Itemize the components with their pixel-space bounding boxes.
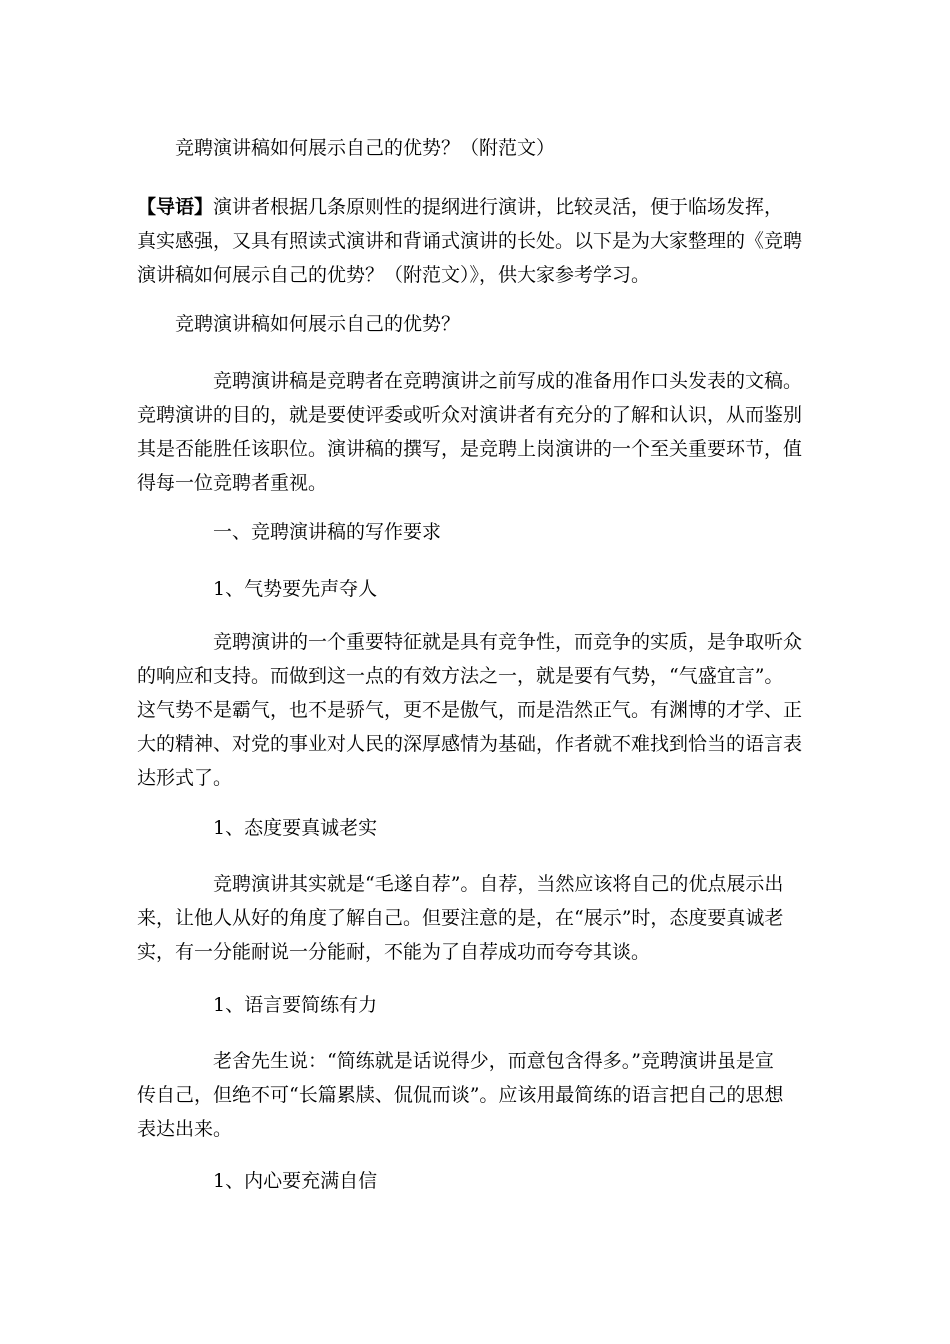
paragraph-line: 实，有一分能耐说一分能耐，不能为了自荐成功而夸夸其谈。 [137,941,651,963]
paragraph-concise [137,1044,813,1146]
title-line: 竞聘演讲稿如何展示自己的优势？（附范文） [175,137,556,159]
paragraph-line: 表达出来。 [137,1118,233,1140]
paragraph-line: 这气势不是霸气，也不是骄气，更不是傲气，而是浩然正气。有渊博的才学、正 [137,699,803,721]
intro-line: 演讲稿如何展示自己的优势？（附范文）》，供大家参考学习。 [137,264,651,286]
paragraph-momentum [137,625,813,795]
paragraph-line: 得每一位竞聘者重视。 [137,472,328,494]
paragraph-line: 竞聘演讲其实就是“毛遂自荐”。自荐，当然应该将自己的优点展示出 [213,873,784,895]
paragraph-line: 其是否能胜任该职位。演讲稿的撰写，是竞聘上岗演讲的一个至关重要环节，值 [137,438,803,460]
paragraph-line: 大的精神、对党的事业对人民的深厚感情为基础，作者就不难找到恰当的语言表 [137,733,803,755]
section-heading-line: 一、竞聘演讲稿的写作要求 [213,521,442,543]
intro-paragraph [137,190,813,292]
intro-text: 演讲者根据几条原则性的提纲进行演讲，比较灵活，便于临场发挥， [213,196,784,218]
document-title [137,131,813,165]
subheading-line: 1、态度要真诚老实 [213,817,378,839]
paragraph-line: 达形式了。 [137,767,233,789]
subheading-concise [137,988,813,1022]
subheading-line: 1、语言要简练有力 [213,994,378,1016]
paragraph-line: 竞聘演讲稿是竞聘者在竞聘演讲之前写成的准备用作口头发表的文稿。 [213,370,803,392]
intro-label: 【导语】 [137,196,214,218]
subheading-line: 1、内心要充满自信 [213,1170,378,1192]
paragraph-line: 老舍先生说：“简练就是话说得少，而意包含得多。”竞聘演讲虽是宣 [213,1050,774,1072]
paragraph-line: 竞聘演讲的目的，就是要使评委或听众对演讲者有充分的了解和认识，从而鉴别 [137,404,803,426]
paragraph-line: 传自己，但绝不可“长篇累牍、侃侃而谈”。应该用最简练的语言把自己的思想 [137,1084,784,1106]
paragraph-sincerity [137,867,813,969]
subheading-line: 1、气势要先声夺人 [213,578,378,600]
subheading-momentum [137,572,813,606]
paragraph-intro-definition [137,364,813,500]
intro-line [137,190,813,224]
paragraph-line: 竞聘演讲的一个重要特征就是具有竞争性，而竞争的实质，是争取听众 [213,631,803,653]
subtitle-line: 竞聘演讲稿如何展示自己的优势？ [175,313,461,335]
section-heading [137,515,813,549]
subtitle [137,307,813,341]
paragraph-line: 来，让他人从好的角度了解自己。但要注意的是，在“展示”时，态度要真诚老 [137,907,784,929]
subheading-sincerity [137,811,813,845]
intro-line: 真实感强，又具有照读式演讲和背诵式演讲的长处。以下是为大家整理的《竞聘 [137,230,803,252]
subheading-confidence [137,1164,813,1198]
paragraph-line: 的响应和支持。而做到这一点的有效方法之一，就是要有气势，“气盛宜言”。 [137,665,784,687]
